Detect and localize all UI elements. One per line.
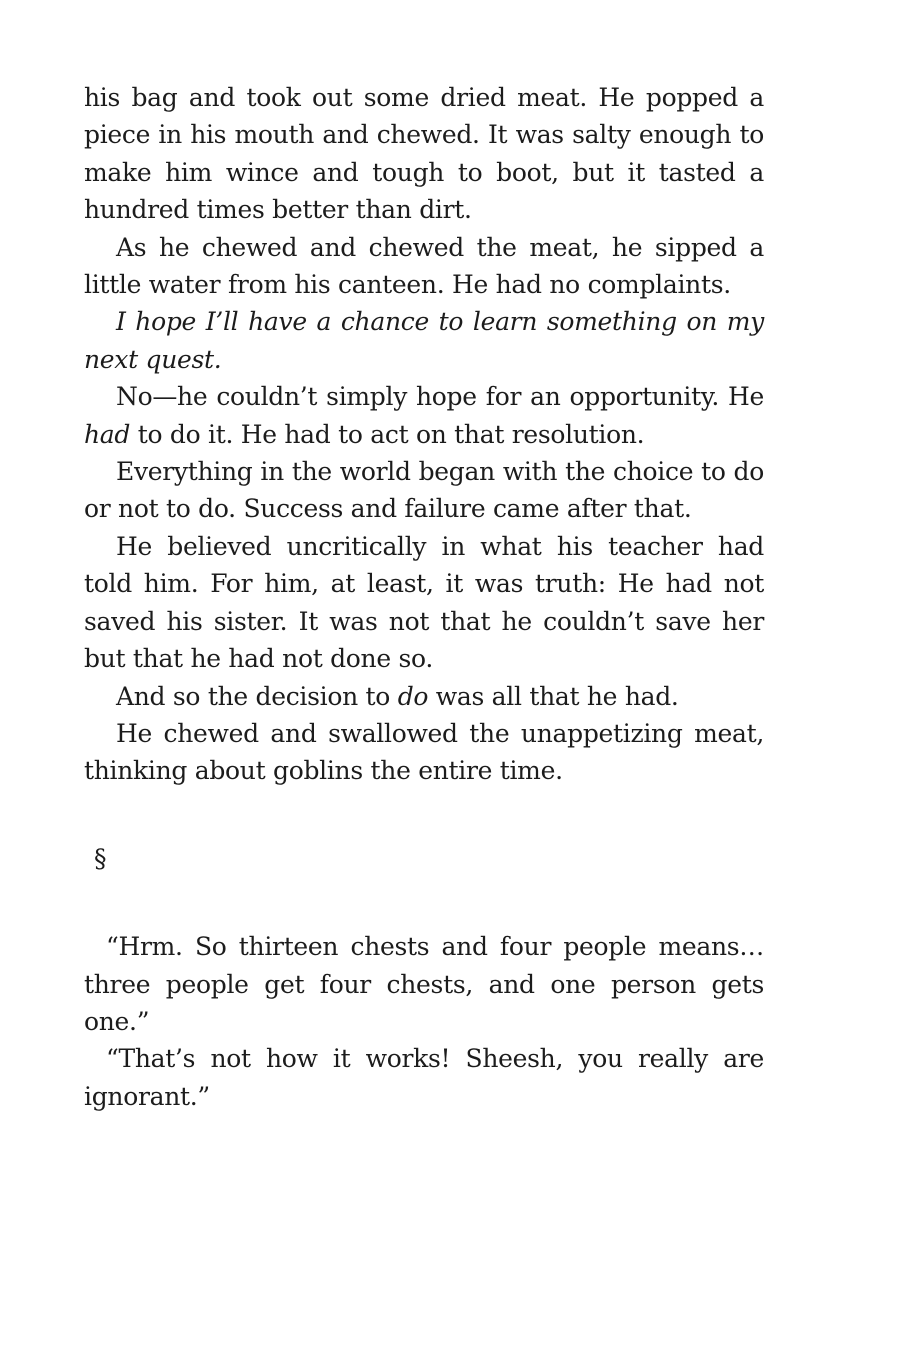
section-break-mark: § [94, 843, 107, 873]
emphasis-text: had [84, 419, 131, 449]
dialogue-paragraph: “Hrm. So thirteen chests and four people means… three people get four chests, and one person gets one.” [84, 932, 764, 1036]
paragraph [84, 678, 764, 715]
text-run: to do it. He had to act on that resolution. [130, 419, 645, 449]
emphasis-text: do [397, 681, 429, 711]
book-page [84, 79, 764, 1115]
text-run: was all that he had. [428, 681, 679, 711]
text-run: No—he couldn’t simply hope for an opportunity. He [116, 382, 764, 412]
paragraph: He believed uncritically in what his teacher had told him. For him, at least, it was truth: He had not saved his sister. It was not that he couldn’t save her but that he had not done so. [84, 531, 764, 674]
paragraph: his bag and took out some dried meat. He popped a piece in his mouth and chewed. It was salty enough to make him wince and tough to boot, but it tasted a hundred times better than dirt. [84, 83, 764, 225]
text-run: And so the decision to [116, 681, 398, 711]
paragraph: Everything in the world began with the choice to do or not to do. Success and failure came after that. [84, 457, 764, 524]
paragraph [84, 378, 764, 453]
paragraph: As he chewed and chewed the meat, he sipped a little water from his canteen. He had no complaints. [84, 232, 764, 300]
dialogue-paragraph: “That’s not how it works! Sheesh, you really are ignorant.” [84, 1044, 764, 1111]
paragraph: He chewed and swallowed the unappetizing meat, thinking about goblins the entire time. [84, 718, 764, 786]
italic-thought-paragraph: I hope I’ll have a chance to learn something on my next quest. [84, 307, 764, 374]
